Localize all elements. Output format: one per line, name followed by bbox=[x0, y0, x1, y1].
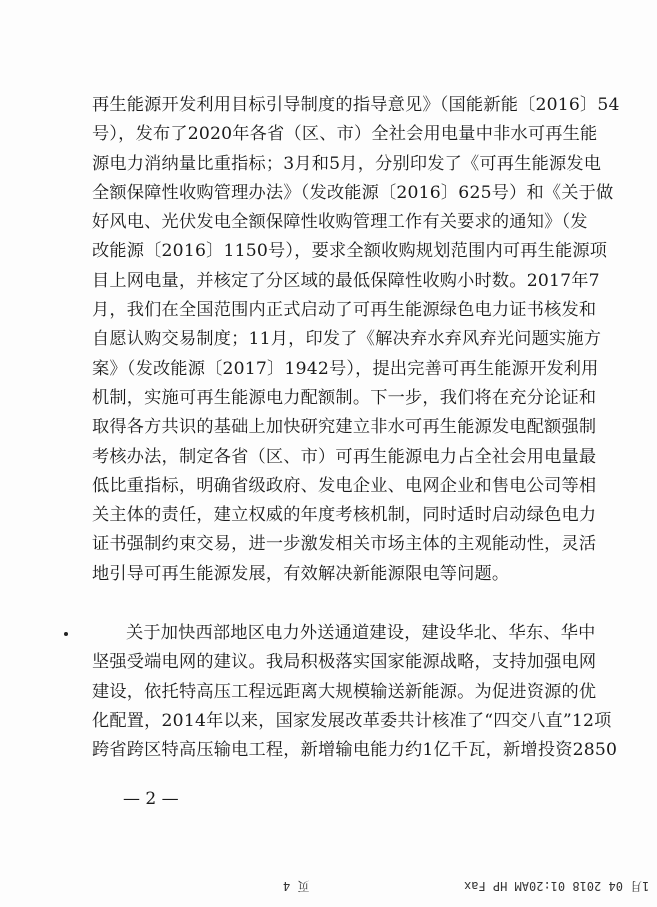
text-line: 关于加快西部地区电力外送通道建设，建设华北、华东、华中 bbox=[126, 623, 596, 643]
text-line: 目上网电量，并核定了分区域的最低保障性收购小时数。2017年7 bbox=[92, 270, 600, 291]
text-line: 化配置，2014年以来，国家发展改革委共计核准了“四交八直”12项 bbox=[92, 710, 612, 731]
fax-page-label: 页 4 bbox=[283, 879, 310, 893]
text-line: 取得各方共识的基础上加快研究建立非水可再生能源发电配额强制 bbox=[92, 417, 597, 438]
scan-speck bbox=[64, 632, 68, 636]
text-line: 号），发布了2020年各省（区、市）全社会用电量中非水可再生能 bbox=[92, 124, 598, 145]
text-line: 源电力消纳量比重指标；3月和5月，分别印发了《可再生能源发电 bbox=[92, 153, 602, 174]
text-line: 关主体的责任，建立权威的年度考核机制，同时适时启动绿色电力 bbox=[92, 505, 597, 526]
text-line: 月，我们在全国范围内正式启动了可再生能源绿色电力证书核发和 bbox=[92, 300, 597, 321]
text-line: 自愿认购交易制度；11月，印发了《解决弃水弃风弃光问题实施方 bbox=[92, 329, 602, 350]
text-line: 好风电、光伏发电全额保障性收购管理工作有关要求的通知》（发 bbox=[92, 212, 588, 233]
text-line: 低比重指标，明确省级政府、发电企业、电网企业和售电公司等相 bbox=[92, 475, 597, 496]
fax-header-text: 1月 04 2018 01:20AM HP Fax bbox=[464, 879, 650, 893]
text-line: 再生能源开发利用目标引导制度的指导意见》（国能新能〔2016〕54 bbox=[92, 95, 620, 115]
paragraph-2 bbox=[92, 619, 618, 765]
paragraph-1 bbox=[92, 91, 620, 589]
text-line: 考核办法，制定各省（区、市）可再生能源电力占全社会用电量最 bbox=[92, 446, 597, 467]
text-line: 坚强受端电网的建议。我局积极落实国家能源战略，支持加强电网 bbox=[92, 652, 597, 673]
text-line: 建设，依托特高压工程远距离大规模输送新能源。为促进资源的优 bbox=[92, 681, 597, 702]
text-line: 案》（发改能源〔2017〕1942号），提出完善可再生能源开发利用 bbox=[92, 358, 599, 379]
text-line: 改能源〔2016〕1150号），要求全额收购规划范围内可再生能源项 bbox=[92, 241, 608, 262]
text-line: 跨省跨区特高压输电工程，新增输电能力约1亿千瓦，新增投资2850 bbox=[92, 740, 618, 761]
text-line: 地引导可再生能源发展，有效解决新能源限电等问题。 bbox=[92, 563, 510, 584]
text-line: 全额保障性收购管理办法》（发改能源〔2016〕625号）和《关于做 bbox=[92, 182, 614, 203]
text-line: 证书强制约束交易，进一步激发相关市场主体的主观能动性，灵活 bbox=[92, 534, 597, 555]
text-line: 机制，实施可再生能源电力配额制。下一步，我们将在充分论证和 bbox=[92, 387, 597, 408]
page-number: — 2 — bbox=[123, 789, 179, 809]
fax-footer bbox=[0, 878, 657, 900]
